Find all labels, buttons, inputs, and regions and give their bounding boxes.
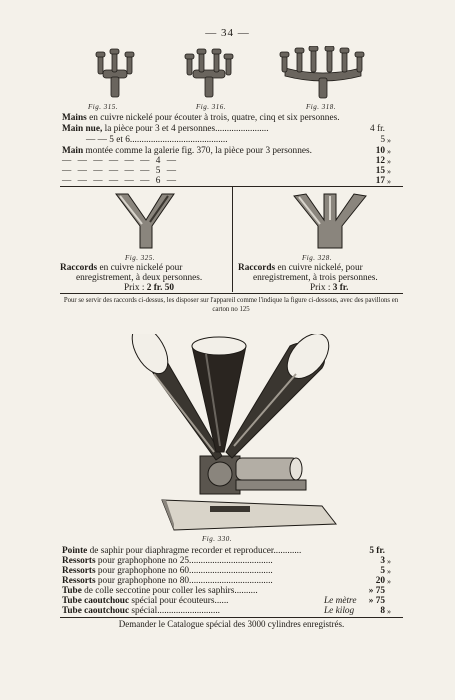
main-montee-5-line: — — — — — — 5 — 15 » bbox=[62, 166, 391, 176]
raccords-right-title: Raccords en cuivre nickelé, pour bbox=[238, 263, 363, 273]
price-item: Tube de colle seccotine pour coller les saphirs.......... » 75 bbox=[62, 586, 385, 596]
divider-middle bbox=[60, 293, 403, 294]
listening-hands-illustration bbox=[85, 46, 385, 102]
fig-318-caption: Fig. 318. bbox=[306, 103, 336, 111]
raccords-left-desc: enregistrement, à deux personnes. bbox=[76, 273, 203, 283]
fig-316-caption: Fig. 316. bbox=[196, 103, 226, 111]
price-item: Tube caoutchouc spécial........................... Le kilog 8 » bbox=[62, 606, 391, 616]
main-nue-line: Main nue, la pièce pour 3 et 4 personnes....................... 4 fr. bbox=[62, 124, 385, 134]
price-item: Tube caoutchouc spécial pour écouteurs...... Le mètre » 75 bbox=[62, 596, 385, 606]
hand-4-person-image bbox=[185, 49, 233, 97]
raccord-2-person-image bbox=[110, 190, 180, 252]
fig-328-caption: Fig. 328. bbox=[302, 254, 332, 262]
raccords-left-title: Raccords en cuivre nickelé pour bbox=[60, 263, 183, 273]
catalogue-note: Demander le Catalogue spécial des 3000 cylindres enregistrés. bbox=[118, 619, 345, 629]
price-item: Ressorts pour graphophone no 25.................................... 3 » bbox=[62, 556, 391, 566]
raccords-right-price: Prix : 3 fr. bbox=[310, 283, 349, 293]
divider-bottom bbox=[60, 617, 403, 618]
price-item: Ressorts pour graphophone no 60.................................... 5 » bbox=[62, 566, 391, 576]
raccords-right-desc: enregistrement, à trois personnes. bbox=[253, 273, 378, 283]
fig-315-caption: Fig. 315. bbox=[88, 103, 118, 111]
main-montee-line: Main montée comme la galerie fig. 370, la pièce pour 3 personnes. 10 » bbox=[62, 146, 391, 156]
main-montee-6-line: — — — — — — 6 — 17 » bbox=[62, 176, 391, 186]
main-nue-5-6-line: — — 5 et 6.......................................... 5 » bbox=[86, 135, 391, 145]
instruction-note: Pour se servir des raccords ci-dessus, les disposer sur l'appareil comme l'indique la figure ci-dessous, avec des pavillons en carton no 125 bbox=[63, 297, 399, 313]
phonograph-three-horns-image bbox=[110, 334, 350, 532]
hand-6-person-image bbox=[280, 46, 364, 98]
price-item: Ressorts pour graphophone no 80.................................... 20 » bbox=[62, 576, 391, 586]
raccords-left-price: Prix : 2 fr. 50 bbox=[124, 283, 175, 293]
main-montee-4-line: — — — — — — 4 — 12 » bbox=[62, 156, 391, 166]
mains-intro: Mains en cuivre nickelé pour écouter à trois, quatre, cinq et six personnes. bbox=[62, 113, 340, 123]
raccord-3-person-image bbox=[290, 190, 370, 252]
divider-vertical bbox=[232, 186, 233, 292]
fig-325-caption: Fig. 325. bbox=[125, 254, 155, 262]
hand-3-person-image bbox=[96, 49, 134, 97]
page-number: — 34 — bbox=[205, 27, 250, 39]
price-item: Pointe de saphir pour diaphragme recorder et reproducer............ 5 fr. bbox=[62, 546, 385, 556]
fig-330-caption: Fig. 330. bbox=[202, 535, 232, 543]
